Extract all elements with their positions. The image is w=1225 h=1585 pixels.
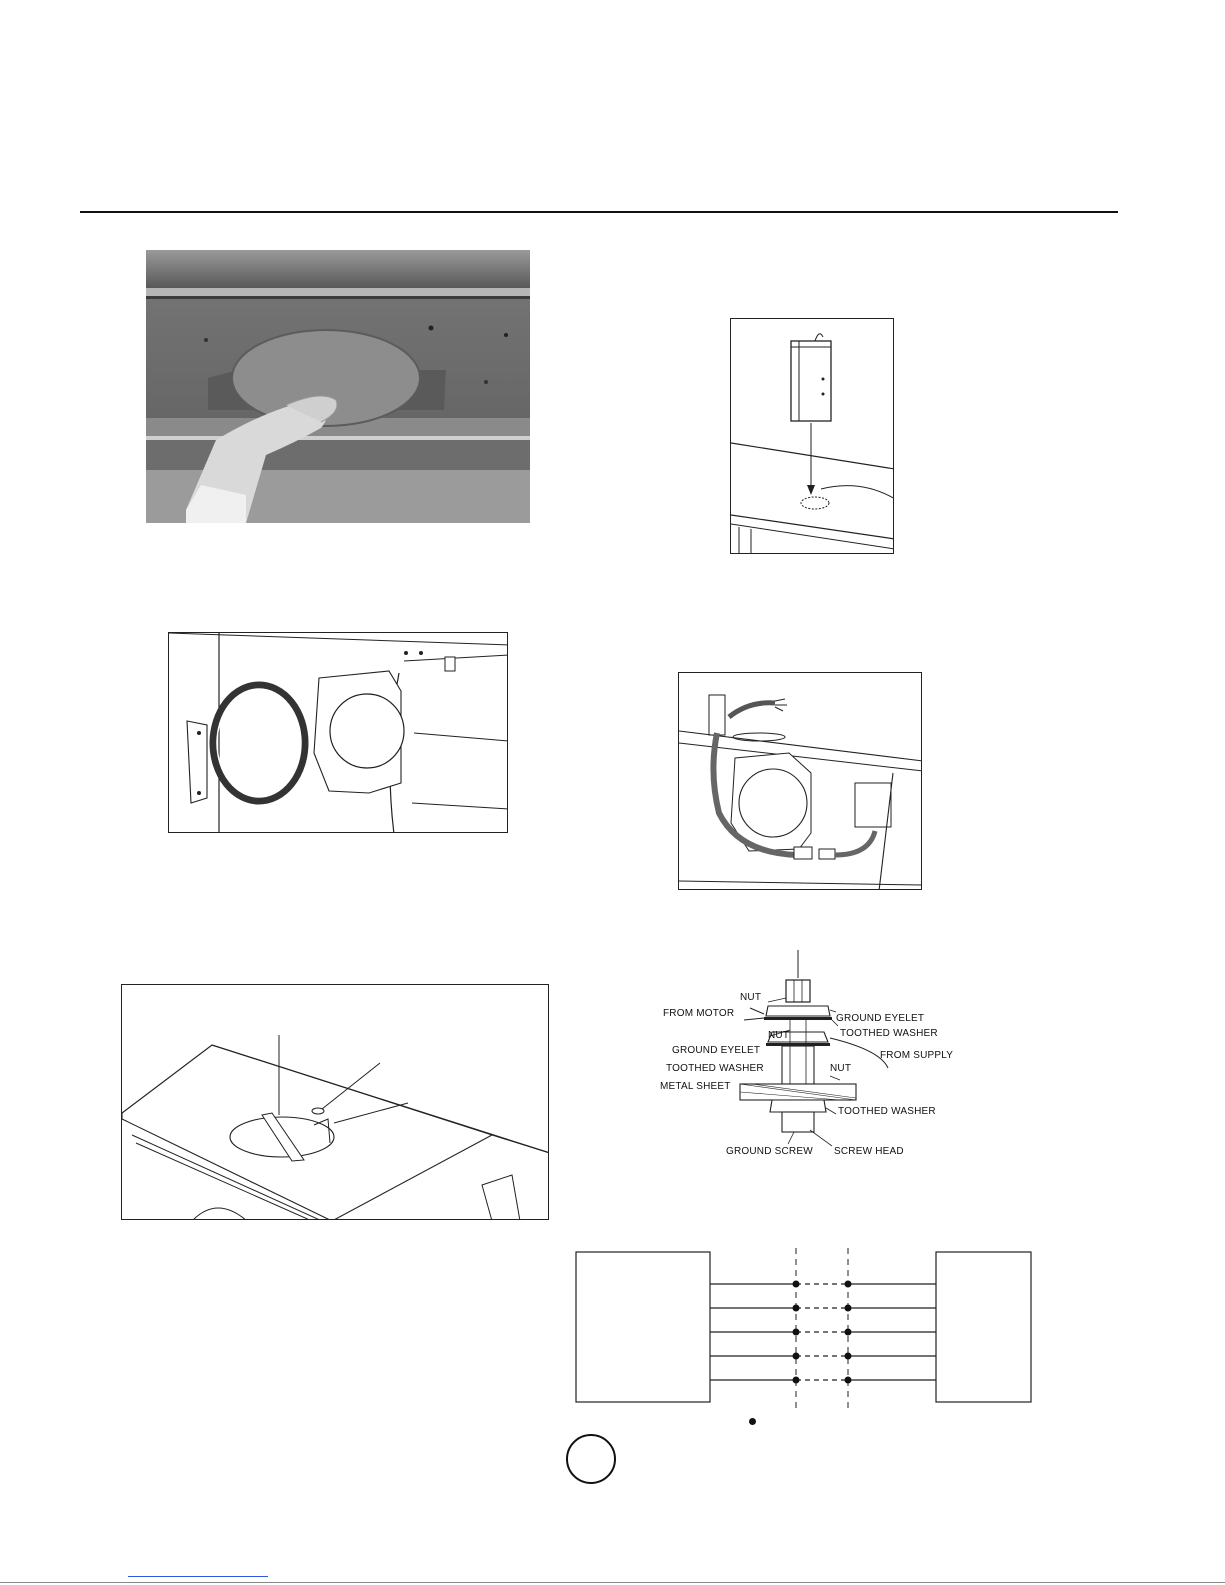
wiring-route-drawing [679, 673, 922, 890]
label-nut-mid: NUT [768, 1030, 790, 1041]
header-rule [80, 211, 1118, 213]
label-toothed-washer-top: TOOTHED WASHER [840, 1028, 938, 1039]
splice-node [793, 1377, 800, 1384]
left-terminal-block [576, 1252, 710, 1402]
splice-node [845, 1329, 852, 1336]
wire-group [710, 1281, 936, 1384]
label-nut-top: NUT [740, 992, 762, 1003]
wiring-route-figure [678, 672, 922, 890]
splice-dot [749, 1418, 756, 1425]
right-terminal-block [936, 1252, 1031, 1402]
label-from-supply: FROM SUPPLY [880, 1050, 954, 1061]
page-circle-marker [566, 1434, 616, 1484]
label-from-motor: FROM MOTOR [663, 1008, 735, 1019]
label-ground-eyelet-top: GROUND EYELET [836, 1013, 925, 1024]
label-toothed-washer-bottom: TOOTHED WASHER [838, 1106, 936, 1117]
splice-node [845, 1305, 852, 1312]
label-toothed-washer-left: TOOTHED WASHER [666, 1063, 764, 1074]
damper-insert-drawing [731, 319, 894, 554]
hood-top-figure [121, 984, 549, 1220]
label-nut-right: NUT [830, 1063, 852, 1074]
footer-link-underline [128, 1576, 268, 1577]
splice-node [793, 1329, 800, 1336]
damper-insert-figure [730, 318, 894, 554]
ground-assembly-svg [660, 950, 960, 1162]
label-ground-screw: GROUND SCREW [726, 1146, 813, 1157]
splice-node [793, 1305, 800, 1312]
label-metal-sheet: METAL SHEET [660, 1081, 731, 1092]
splice-node [793, 1281, 800, 1288]
fan-ring-drawing [169, 633, 508, 833]
label-ground-eyelet-left: GROUND EYELET [672, 1045, 761, 1056]
splice-node [793, 1353, 800, 1360]
hood-top-drawing [122, 985, 549, 1220]
splice-node [845, 1377, 852, 1384]
label-screw-head: SCREW HEAD [834, 1146, 904, 1157]
filter-cover-photo [146, 250, 530, 523]
wiring-schematic [574, 1248, 1034, 1408]
wiring-schematic-svg [574, 1248, 1034, 1408]
ground-assembly-diagram [660, 950, 960, 1162]
fan-ring-figure [168, 632, 508, 833]
footer-rule [0, 1582, 1225, 1583]
splice-node [845, 1281, 852, 1288]
splice-node [845, 1353, 852, 1360]
photo-illustration [146, 250, 530, 523]
